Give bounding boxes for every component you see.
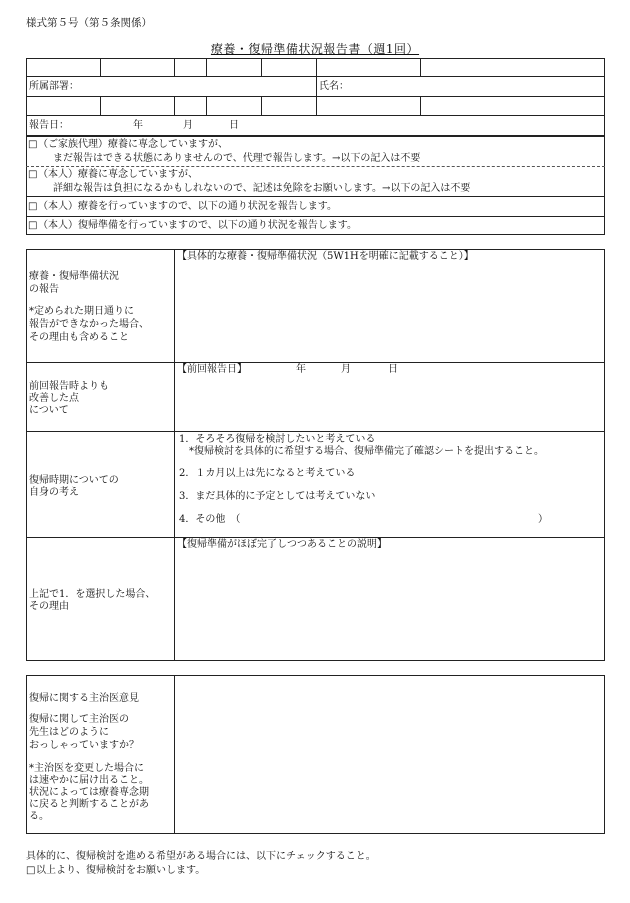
reason-label-line2: その理由 <box>29 601 69 612</box>
return-timing-label: 復帰時期についての <box>29 475 119 486</box>
report-date-year: 年 <box>133 120 143 131</box>
reason-label: 上記で1．を選択した場合、 <box>29 589 156 600</box>
doctor-question-line3: おっしゃっていますか？ <box>29 740 139 751</box>
info-grid-col-divider <box>206 58 207 76</box>
page-title <box>0 40 630 57</box>
page-title-text: 療養・復帰準備状況報告書（週1回） <box>210 42 420 56</box>
doctor-opinion-area[interactable] <box>175 676 604 833</box>
report-date-month: 月 <box>183 120 193 131</box>
option-checkbox[interactable]: □ <box>28 139 38 150</box>
info-grid-col-divider <box>206 96 207 115</box>
info-grid-col-divider <box>261 58 262 76</box>
status-label: 療養・復帰準備状況 <box>29 271 119 282</box>
option-checkbox[interactable]: □ <box>28 201 38 212</box>
improvement-label-line2: 改善した点 <box>29 393 79 404</box>
doctor-note: *主治医を変更した場合に <box>29 763 144 774</box>
doctor-question-line2: 先生はどのように <box>29 727 109 738</box>
status-note: *定められた期日通りに <box>29 306 134 317</box>
doctor-note-line3: 状況によっては療養専念期 <box>29 787 149 798</box>
return-request-text: 以上より、復帰検討をお願いします。 <box>36 865 206 876</box>
name-label: 氏名： <box>319 81 349 92</box>
return-choice-1[interactable]: 1．そろそろ復帰を検討したいと考えている <box>179 434 376 445</box>
return-choice-4[interactable]: 4．その他 （ <box>179 514 241 525</box>
option-text: （ご家族代理）療養に専念していますが、 <box>38 139 228 150</box>
improvement-label-line3: について <box>29 405 69 416</box>
return-timing-label-line2: 自身の考え <box>29 487 79 498</box>
status-content-heading: 【具体的な療養・復帰準備状況（5W1Hを明確に記載すること）】 <box>177 251 474 262</box>
option-divider <box>26 216 605 217</box>
info-grid-col-divider <box>100 58 101 76</box>
report-table-row-divider <box>26 362 605 363</box>
return-choice-1-note: *復帰検討を具体的に希望する場合、復帰準備完了確認シートを提出すること。 <box>189 446 544 457</box>
info-grid-col-divider <box>316 76 317 96</box>
doctor-question: 復帰に関して主治医の <box>29 714 129 725</box>
option-text: （本人）復帰準備を行っていますので、以下の通り状況を報告します。 <box>38 220 357 231</box>
info-grid-col-divider <box>174 96 175 115</box>
info-grid-row-divider <box>26 115 605 116</box>
option-text: （本人）療養を行っていますので、以下の通り状況を報告します。 <box>38 201 337 212</box>
return-request-checkbox[interactable]: □ <box>26 865 36 876</box>
reason-content-heading: 【復帰準備がほぼ完了しつつあることの説明】 <box>177 539 387 550</box>
improvement-label: 前回報告時よりも <box>29 381 109 392</box>
status-note-line3: その理由も含めること <box>29 332 129 343</box>
doctor-note-line4: に戻ると判断することがあ <box>29 799 149 810</box>
option-text: （本人）療養に専念していますが、 <box>38 169 198 180</box>
option-checkbox[interactable]: □ <box>28 220 38 231</box>
info-grid-col-divider <box>316 58 317 76</box>
status-note-line2: 報告ができなかった場合、 <box>29 319 149 330</box>
status-label-line2: の報告 <box>29 284 59 295</box>
option-checkbox[interactable]: □ <box>28 169 38 180</box>
prev-report-month: 月 <box>341 364 351 375</box>
report-date-day: 日 <box>229 120 239 131</box>
info-grid-col-divider <box>261 96 262 115</box>
prev-report-day: 日 <box>388 364 398 375</box>
info-grid-col-divider <box>420 96 421 115</box>
info-grid-col-divider <box>174 58 175 76</box>
footer-instruction: 具体的に、復帰検討を進める希望がある場合には、以下にチェックすること。 <box>26 851 376 862</box>
info-grid-col-divider <box>100 96 101 115</box>
dept-label: 所属部署： <box>29 81 79 92</box>
return-choice-4-close: ） <box>538 514 548 525</box>
option-text-line2: 詳細な報告は負担になるかもしれないので、記述は免除をお願いします。→以下の記入は不要 <box>53 183 471 194</box>
info-grid-col-divider <box>316 96 317 115</box>
option-divider <box>26 166 605 167</box>
report-date-label: 報告日： <box>29 120 69 131</box>
return-choice-3[interactable]: 3．まだ具体的に予定としては考えていない <box>179 491 376 502</box>
prev-report-heading: 【前回報告日】 <box>177 364 247 375</box>
option-text-line2: まだ報告はできる状態にありませんので、代理で報告します。→以下の記入は不要 <box>53 153 421 164</box>
info-grid-col-divider <box>420 58 421 76</box>
doctor-label: 復帰に関する主治医意見 <box>29 693 139 704</box>
doctor-note-line5: る。 <box>29 811 49 822</box>
prev-report-year: 年 <box>296 364 306 375</box>
status-content-area[interactable] <box>175 264 604 361</box>
form-number: 様式第５号（第５条関係） <box>26 17 152 29</box>
improvement-content-area[interactable] <box>175 377 604 430</box>
doctor-note-line2: は速やかに届け出ること。 <box>29 775 149 786</box>
return-choice-2[interactable]: 2．１カ月以上は先になると考えている <box>179 468 356 479</box>
option-divider <box>26 196 605 197</box>
reason-content-area[interactable] <box>175 552 604 660</box>
report-table-row-divider <box>26 431 605 432</box>
